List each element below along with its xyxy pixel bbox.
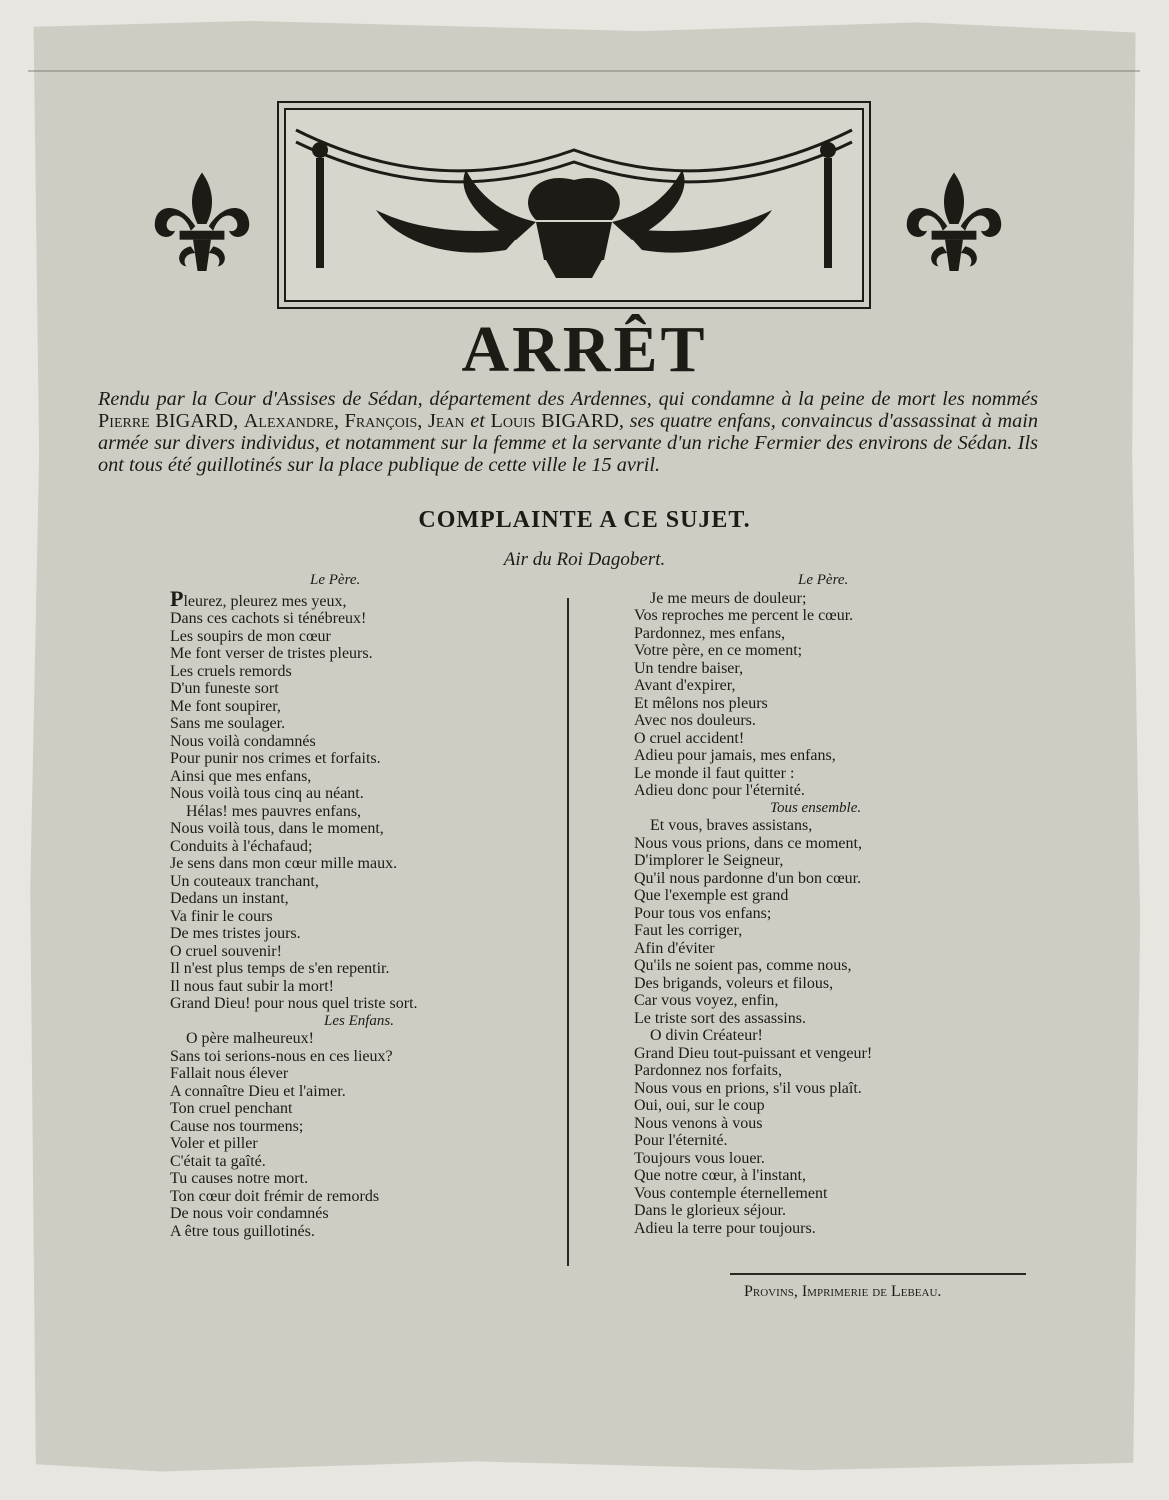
verse-line: Il nous faut subir la mort! [170,977,334,995]
paper-fold [28,70,1140,72]
left-column [170,572,550,1240]
page-title: ARRÊT [461,313,708,386]
verse-line: Car vous voyez, enfin, [634,992,779,1009]
verse-line: O père malheureux! [186,1030,314,1047]
intro-name-louis: Louis [490,410,536,432]
verse-line: Vos reproches me percent le cœur. [634,607,854,624]
verse-line: Pardonnez, mes enfans, [634,624,786,642]
verse-line: Et vous, braves assistans, [650,817,813,834]
verse-group [170,610,550,803]
verse-line: A connaître Dieu et l'aimer. [170,1082,346,1100]
right-column [634,572,1014,1237]
verse-line: Adieu donc pour l'éternité. [634,782,805,799]
verse-line: Le triste sort des assassins. [634,1009,806,1027]
verse-line: Le monde il faut quitter : [634,764,795,782]
verse-line: Ton cœur doit frémir de remords [170,1187,380,1205]
verse-line: Sans me soulager. [170,715,286,732]
verse-line: Fallait nous élever [170,1065,289,1082]
verse-line: Nous voilà tous, dans le moment, [170,820,384,837]
drop-capital: P [170,585,184,611]
intro-name-pierre: Pierre [98,410,150,432]
verse-line: Pardonnez nos forfaits, [634,1062,782,1079]
verse-line: Avant d'expirer, [634,677,736,694]
verse-line: De mes tristes jours. [170,925,301,942]
verse-line: A être tous guillotinés. [170,1222,315,1240]
verse-line: Pour tous vos enfans; [634,904,772,922]
verse-line: Je me meurs de douleur; [650,589,807,607]
verse-line: Nous vous prions, dans ce moment, [634,834,862,852]
intro-paragraph [98,388,1038,476]
verse-line-text: leurez, pleurez mes yeux, [183,592,347,610]
verse-line: Votre père, en ce moment; [634,642,803,659]
verse-line: Dans le glorieux séjour. [634,1202,786,1219]
intro-text-1: Rendu par la Cour d'Assises de Sédan, département des Ardennes, qui condamne à la peine de mort les nommés [98,388,1038,410]
speaker-label: Le Père. [798,572,849,588]
intro-sons: Alexandre, François, Jean [243,410,465,432]
verse-line: Qu'ils ne soient pas, comme nous, [634,957,852,974]
verse-line: Va finir le cours [170,907,273,925]
verse-line: Faut les corriger, [634,922,743,939]
intro-text-3: et [464,410,491,432]
verse-line: Tu causes notre mort. [170,1170,309,1187]
verse-line: Nous voilà condamnés [170,732,316,750]
verse-line: Dedans un instant, [170,890,289,907]
verse-line: Nous vous en prions, s'il vous plaît. [634,1079,862,1097]
verse-line: Sans toi serions-nous en ces lieux? [170,1047,393,1065]
verse-line: O cruel accident! [634,729,745,747]
verse-line: O divin Créateur! [650,1027,763,1044]
verse-line: Que notre cœur, à l'instant, [634,1167,806,1184]
verse-line: Que l'exemple est grand [634,887,789,904]
verse-line: Dans ces cachots si ténébreux! [170,610,367,627]
verse-line: Un couteaux tranchant, [170,872,319,890]
verse-line: O cruel souvenir! [170,942,282,960]
verse-group [634,607,1014,800]
fleur-de-lis-right-icon [898,168,1010,280]
verse-group [170,820,550,1013]
verse-line: De nous voir condamnés [170,1205,329,1222]
verse-line: Pour punir nos crimes et forfaits. [170,750,381,767]
ornamental-banner [284,108,864,302]
fleur-de-lis-left-icon [146,168,258,280]
verse-line: Vous contemple éternellement [634,1184,828,1202]
verse-line: Grand Dieu tout-puissant et vengeur! [634,1044,873,1062]
intro-name-bigard-1: BIGARD [155,410,234,432]
verse-line: Ton cruel penchant [170,1100,293,1117]
speaker-label: Le Père. [310,572,361,588]
verse-line: Nous venons à vous [634,1114,763,1132]
verse-line: Il n'est plus temps de s'en repentir. [170,960,390,977]
intro-text-4: , ses quatre enfans, convaincus d'assassinat à main armée sur divers individus, et notamment sur la femme et la servante d'un riche Fermier des environs de Sédan. Ils ont tous été guillotinés sur la place publique de cette ville le 15 avril. [98,410,1039,476]
verse-line: Qu'il nous pardonne d'un bon cœur. [634,869,862,887]
verse-line: Me font verser de tristes pleurs. [170,645,373,662]
verse-line: Avec nos douleurs. [634,712,756,729]
verse-line: Afin d'éviter [634,939,715,957]
verse-group [634,835,1014,1028]
complainte-subtitle: COMPLAINTE A CE SUJET. [418,507,751,533]
verse-line: Grand Dieu! pour nous quel triste sort. [170,995,418,1012]
printer-rule [730,1273,1026,1275]
verse-group [170,1048,550,1241]
verse-line: D'un funeste sort [170,680,279,697]
verse-line: Cause nos tourmens; [170,1117,304,1135]
column-divider [567,598,569,1266]
verse-line: Voler et piller [170,1135,258,1152]
verse-line: Les soupirs de mon cœur [170,627,331,645]
intro-name-bigard-2: BIGARD [541,410,619,432]
speaker-label: Tous ensemble. [770,799,862,816]
verse-line: Les cruels remords [170,662,292,680]
printer-imprint: Provins, Imprimerie de Lebeau. [744,1283,942,1300]
verse-line: Hélas! mes pauvres enfans, [186,802,362,820]
verse-line: C'était ta gaîté. [170,1152,266,1170]
verse-line: Et mêlons nos pleurs [634,694,768,712]
verse-line: Toujours vous louer. [634,1149,765,1167]
verse-line: Un tendre baiser, [634,659,744,677]
verse-line: Me font soupirer, [170,697,281,715]
air-line: Air du Roi Dagobert. [503,549,666,570]
speaker-label: Les Enfans. [324,1012,395,1029]
verse-line: Oui, oui, sur le coup [634,1097,765,1114]
intro-text-2: , [233,410,244,432]
verse-line: Des brigands, voleurs et filous, [634,974,834,992]
verse-line: Nous voilà tous cinq au néant. [170,785,364,802]
verse-line: D'implorer le Seigneur, [634,852,784,869]
verse-line: Conduits à l'échafaud; [170,837,313,855]
verse-line: Ainsi que mes enfans, [170,767,312,785]
verse-line: Adieu la terre pour toujours. [634,1219,816,1237]
verse-group [634,1045,1014,1238]
verse-line: Adieu pour jamais, mes enfans, [634,747,836,764]
verse-line: Pour l'éternité. [634,1132,728,1149]
verse-line [170,585,550,611]
verse-line: Je sens dans mon cœur mille maux. [170,855,398,872]
